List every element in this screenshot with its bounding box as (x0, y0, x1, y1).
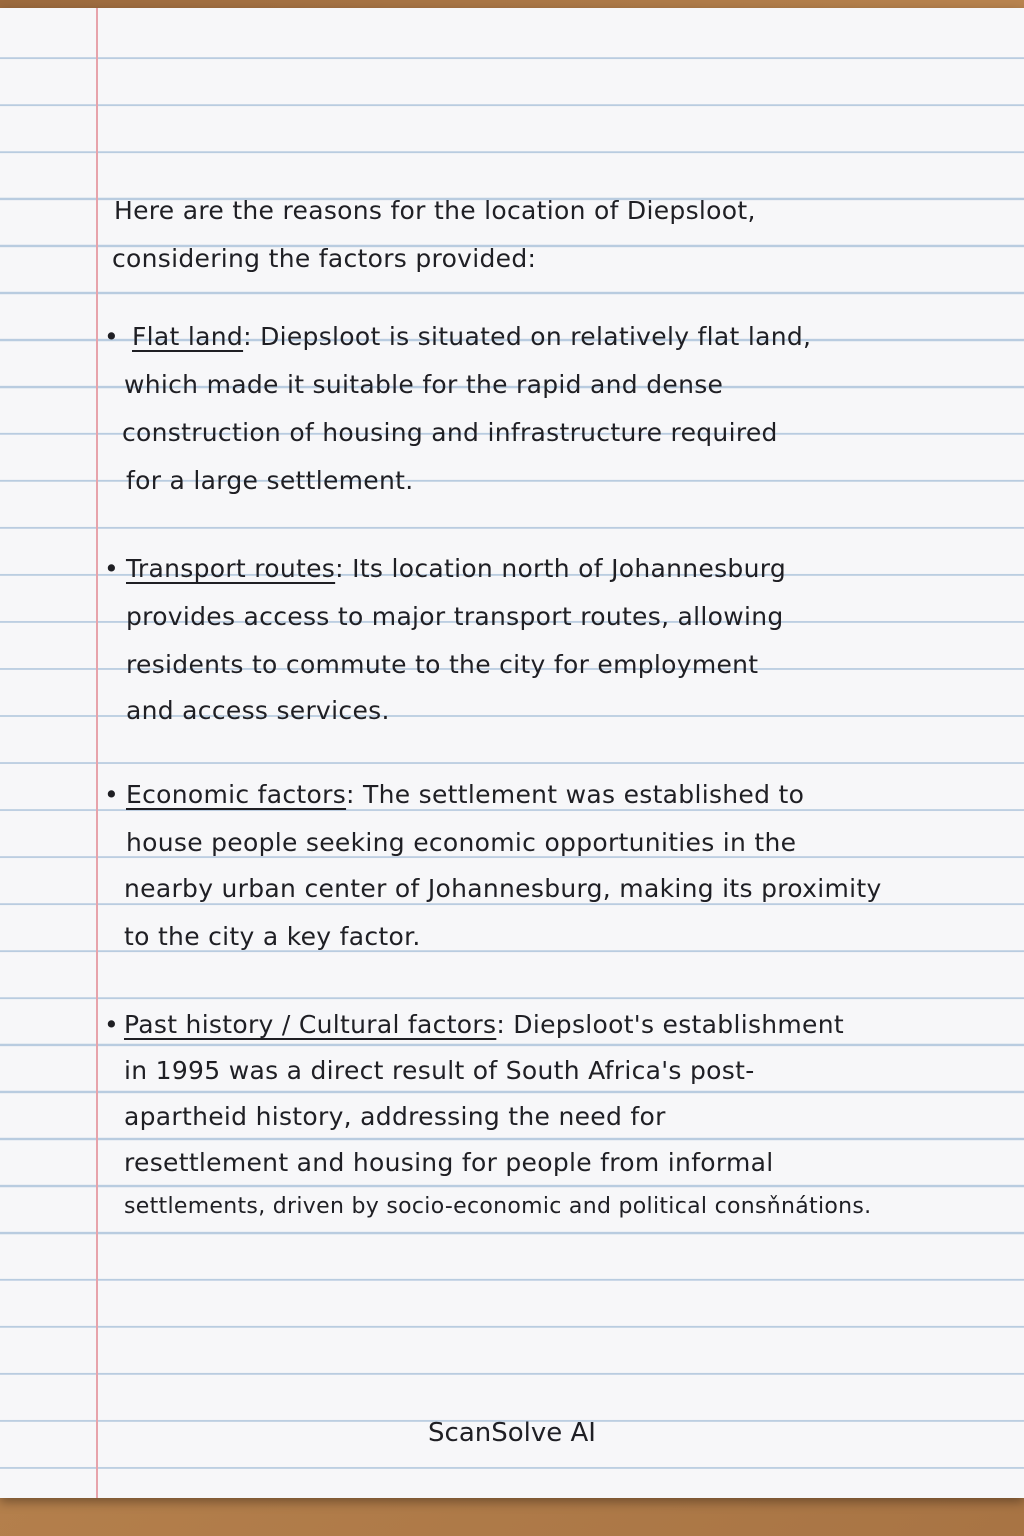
bullet-text-line: provides access to major transport routes, allowing (126, 602, 784, 631)
bullet-text-line: apartheid history, addressing the need for (124, 1102, 666, 1131)
bullet-title: Economic factors (126, 780, 347, 809)
bullet-text-line: Diepsloot's establishment (513, 1010, 844, 1039)
bullet-text-line: resettlement and housing for people from informal (124, 1148, 774, 1177)
bullet-text-line: house people seeking economic opportunities in the (126, 828, 797, 857)
bullet-text-line: and access services. (126, 696, 390, 725)
bullet-text-line: residents to commute to the city for employment (126, 650, 759, 679)
bullet-dot-icon: • (104, 554, 120, 583)
bullet-text-line: construction of housing and infrastructure required (122, 418, 778, 447)
bullet-text-line: Diepsloot is situated on relatively flat land, (260, 322, 812, 351)
bullet-text-line: The settlement was established to (363, 780, 805, 809)
bullet-text-line: in 1995 was a direct result of South Africa's post- (124, 1056, 755, 1085)
bullet-text-line: settlements, driven by socio-economic and political consňnátions. (124, 1194, 872, 1219)
bullet-title: Past history / Cultural factors (124, 1010, 497, 1039)
bullet-text-line: Its location north of Johannesburg (352, 554, 787, 583)
bullet-dot-icon: • (104, 780, 120, 809)
intro-line-1: Here are the reasons for the location of Diepsloot, (114, 196, 756, 225)
bullet-text-line: to the city a key factor. (124, 922, 421, 951)
bullet-text-line: which made it suitable for the rapid and dense (124, 370, 724, 399)
margin-line (96, 8, 98, 1498)
intro-line-2: considering the factors provided: (112, 244, 537, 273)
bullet-dot-icon: • (104, 322, 120, 351)
bullet-title: Flat land (132, 322, 244, 351)
bullet-text-line: nearby urban center of Johannesburg, making its proximity (124, 874, 882, 903)
bullet-title: Transport routes (126, 554, 336, 583)
notebook-page: Here are the reasons for the location of Diepsloot, considering the factors provided: • Flat land: Diepsloot is situated on relatively flat land, which made it suitable for the rapid and dense construction of housing and infrastructure required for a large settlement. • Transport routes: Its location north of Johannesburg provides access to major transport routes, allowing residents to commute to the city for employment and access services. • Economic factors: The settlement was established to house people seeking economic opportunities in the nearby urban center of Johannesburg, making its proximity to the city a key factor. • Past history / Cultural factors: Diepsloot's establishment in 1995 was a direct result of South Africa's post- apartheid history, addressing the need for resettlement and housing for people from informal settlements, driven by socio-economic and political consňnátions. ScanSolve AI (0, 8, 1024, 1498)
footer-watermark: ScanSolve AI (428, 1418, 596, 1448)
bullet-dot-icon: • (104, 1010, 120, 1039)
bullet-text-line: for a large settlement. (126, 466, 414, 495)
